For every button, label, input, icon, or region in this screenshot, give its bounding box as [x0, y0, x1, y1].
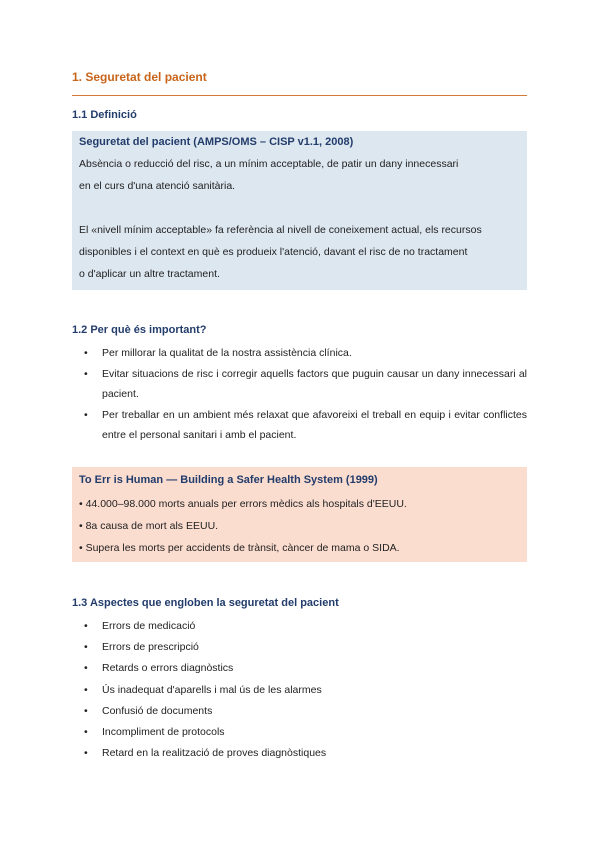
definition-line: o d'aplicar un altre tractament.	[79, 268, 220, 280]
bullet-icon: •	[84, 662, 88, 675]
bullet-icon: •	[84, 368, 88, 380]
definition-line: disponibles i el context en què es produeix l'atenció, davant el risc de no tractament	[79, 246, 468, 258]
bullet-icon: •	[84, 409, 88, 421]
definition-line: Absència o reducció del risc, a un mínim acceptable, de patir un dany innecessari	[79, 158, 459, 170]
list-item	[84, 637, 527, 658]
list-item-text: Errors de medicació	[102, 620, 196, 632]
section-title: 1. Seguretat del pacient	[72, 70, 207, 84]
list-item-text: Retard en la realització de proves diagnòstiques	[102, 747, 327, 760]
statistics-box	[72, 467, 527, 562]
statistics-line: • Supera les morts per accidents de trànsit, càncer de mama o SIDA.	[79, 542, 400, 554]
list-item	[84, 405, 527, 445]
list-item	[84, 364, 527, 404]
statistics-line: • 8a causa de mort als EEUU.	[79, 520, 219, 532]
list-item	[84, 680, 527, 701]
list-item	[84, 343, 527, 363]
list-item	[84, 722, 527, 743]
list-item-text: Confusió de documents	[102, 704, 213, 717]
list-item-text: Incompliment de protocols	[102, 726, 225, 739]
list-item	[84, 701, 527, 722]
section-divider	[72, 95, 527, 96]
paragraph-gap	[79, 197, 520, 219]
subsection-title-definicio: 1.1 Definició	[72, 109, 137, 121]
statistics-line: • 44.000–98.000 morts anuals per errors mèdics als hospitals d'EEUU.	[79, 498, 407, 510]
bullet-icon: •	[84, 683, 88, 696]
list-item	[84, 616, 527, 637]
list-item-text: Per millorar la qualitat de la nostra assistència clínica.	[102, 347, 352, 359]
list-item-text: Evitar situacions de risc i corregir aquells factors que puguin causar un dany innecessari al pacient.	[102, 368, 527, 400]
subsection-title-aspectes: 1.3 Aspectes que engloben la seguretat del pacient	[72, 597, 339, 609]
definition-box-title: Seguretat del pacient (AMPS/OMS – CISP v1.1, 2008)	[79, 136, 354, 148]
bullet-icon: •	[84, 620, 88, 632]
bullet-icon: •	[84, 747, 88, 760]
bullet-icon: •	[84, 347, 88, 359]
list-item-text: Per treballar en un ambient més relaxat que afavoreixi el treball en equip i evitar conflictes entre el personal sanitari i amb el pacient.	[102, 409, 527, 441]
definition-line: en el curs d'una atenció sanitària.	[79, 180, 236, 192]
definition-box	[72, 131, 527, 290]
bullet-icon: •	[84, 704, 88, 717]
definition-line: El «nivell mínim acceptable» fa referència al nivell de coneixement actual, els recursos	[79, 224, 482, 236]
statistics-box-title: To Err is Human — Building a Safer Health System (1999)	[79, 474, 378, 486]
subsection-title-importancia: 1.2 Per què és important?	[72, 324, 207, 336]
bullet-icon: •	[84, 641, 88, 654]
importance-list	[84, 343, 527, 446]
list-item	[84, 743, 527, 764]
list-item-text: Ús inadequat d'aparells i mal ús de les alarmes	[102, 683, 322, 696]
list-item-text: Retards o errors diagnòstics	[102, 662, 234, 675]
list-item-text: Errors de prescripció	[102, 641, 199, 654]
bullet-icon: •	[84, 726, 88, 739]
list-item	[84, 658, 527, 679]
aspects-list	[84, 616, 527, 764]
